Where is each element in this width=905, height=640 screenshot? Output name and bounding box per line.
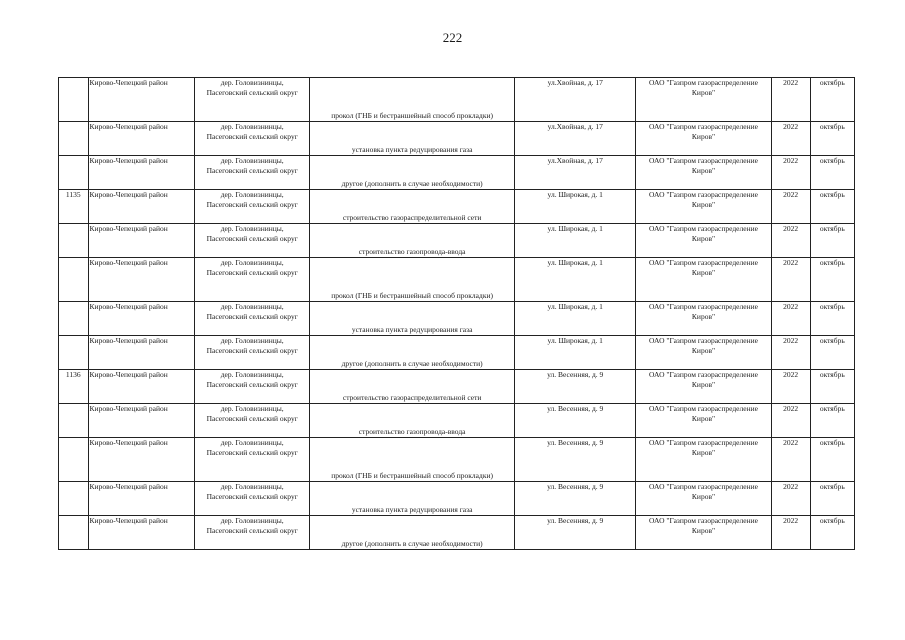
- organization-line-1: ОАО "Газпром газораспределение: [649, 190, 758, 199]
- cell-number: [59, 224, 89, 258]
- cell-work-type: прокол (ГНБ и бестраншейный способ прокладки): [310, 78, 515, 122]
- cell-address: ул. Широкая, д. 1: [515, 190, 636, 224]
- organization-line-1: ОАО "Газпром газораспределение: [649, 156, 758, 165]
- cell-year: 2022: [771, 224, 810, 258]
- organization-line-1: ОАО "Газпром газораспределение: [649, 482, 758, 491]
- locality-line-2: Пасеговский сельский округ: [206, 268, 298, 277]
- cell-month: октябрь: [810, 336, 854, 370]
- organization-line-1: ОАО "Газпром газораспределение: [649, 224, 758, 233]
- table-row: [59, 258, 855, 302]
- locality-line-2: Пасеговский сельский округ: [206, 448, 298, 457]
- cell-year: 2022: [771, 370, 810, 404]
- cell-organization: [636, 482, 771, 516]
- cell-address: ул. Широкая, д. 1: [515, 258, 636, 302]
- organization-line-2: Киров": [691, 492, 716, 501]
- cell-month: октябрь: [810, 516, 854, 550]
- cell-locality: [195, 302, 310, 336]
- cell-number: 1135: [59, 190, 89, 224]
- cell-month: октябрь: [810, 438, 854, 482]
- table-row: [59, 438, 855, 482]
- cell-number: [59, 516, 89, 550]
- organization-line-2: Киров": [691, 234, 716, 243]
- organization-line-1: ОАО "Газпром газораспределение: [649, 258, 758, 267]
- cell-work-type: прокол (ГНБ и бестраншейный способ прокладки): [310, 438, 515, 482]
- cell-number: [59, 258, 89, 302]
- cell-number: 1136: [59, 370, 89, 404]
- cell-address: ул. Широкая, д. 1: [515, 336, 636, 370]
- table-row: [59, 370, 855, 404]
- cell-work-type: установка пункта редуцирования газа: [310, 122, 515, 156]
- cell-district: Кирово-Чепецкий район: [88, 224, 195, 258]
- cell-organization: [636, 78, 771, 122]
- organization-line-2: Киров": [691, 166, 716, 175]
- cell-number: [59, 404, 89, 438]
- cell-month: октябрь: [810, 122, 854, 156]
- organization-line-2: Киров": [691, 312, 716, 321]
- locality-line-1: дер. Головизнинцы,: [220, 404, 284, 413]
- locality-line-2: Пасеговский сельский округ: [206, 88, 298, 97]
- works-table: [58, 77, 855, 550]
- organization-line-2: Киров": [691, 132, 716, 141]
- locality-line-2: Пасеговский сельский округ: [206, 492, 298, 501]
- locality-line-2: Пасеговский сельский округ: [206, 166, 298, 175]
- cell-year: 2022: [771, 302, 810, 336]
- cell-district: Кирово-Чепецкий район: [88, 370, 195, 404]
- cell-address: ул. Широкая, д. 1: [515, 224, 636, 258]
- locality-line-2: Пасеговский сельский округ: [206, 526, 298, 535]
- cell-year: 2022: [771, 78, 810, 122]
- table-row: [59, 156, 855, 190]
- locality-line-1: дер. Головизнинцы,: [220, 224, 284, 233]
- cell-locality: [195, 122, 310, 156]
- cell-work-type: строительство газопровода-ввода: [310, 224, 515, 258]
- cell-work-type: другое (дополнить в случае необходимости): [310, 336, 515, 370]
- locality-line-1: дер. Головизнинцы,: [220, 370, 284, 379]
- cell-year: 2022: [771, 190, 810, 224]
- organization-line-2: Киров": [691, 380, 716, 389]
- locality-line-1: дер. Головизнинцы,: [220, 482, 284, 491]
- cell-address: ул. Весенняя, д. 9: [515, 438, 636, 482]
- organization-line-2: Киров": [691, 414, 716, 423]
- cell-month: октябрь: [810, 156, 854, 190]
- cell-address: ул. Весенняя, д. 9: [515, 370, 636, 404]
- organization-line-2: Киров": [691, 88, 716, 97]
- cell-locality: [195, 258, 310, 302]
- table-row: [59, 122, 855, 156]
- table-row: [59, 190, 855, 224]
- locality-line-1: дер. Головизнинцы,: [220, 302, 284, 311]
- organization-line-2: Киров": [691, 526, 716, 535]
- cell-organization: [636, 336, 771, 370]
- table-body: [59, 78, 855, 550]
- cell-locality: [195, 78, 310, 122]
- locality-line-2: Пасеговский сельский округ: [206, 312, 298, 321]
- cell-organization: [636, 302, 771, 336]
- cell-work-type: прокол (ГНБ и бестраншейный способ прокладки): [310, 258, 515, 302]
- locality-line-1: дер. Головизнинцы,: [220, 78, 284, 87]
- organization-line-1: ОАО "Газпром газораспределение: [649, 336, 758, 345]
- organization-line-2: Киров": [691, 448, 716, 457]
- table-row: [59, 78, 855, 122]
- cell-year: 2022: [771, 336, 810, 370]
- table-row: [59, 404, 855, 438]
- cell-organization: [636, 258, 771, 302]
- cell-work-type: установка пункта редуцирования газа: [310, 482, 515, 516]
- locality-line-2: Пасеговский сельский округ: [206, 414, 298, 423]
- cell-work-type: строительство газораспределительной сети: [310, 370, 515, 404]
- organization-line-2: Киров": [691, 200, 716, 209]
- cell-month: октябрь: [810, 190, 854, 224]
- cell-month: октябрь: [810, 258, 854, 302]
- cell-locality: [195, 224, 310, 258]
- cell-district: Кирово-Чепецкий район: [88, 438, 195, 482]
- cell-locality: [195, 516, 310, 550]
- cell-work-type: строительство газораспределительной сети: [310, 190, 515, 224]
- cell-year: 2022: [771, 404, 810, 438]
- organization-line-1: ОАО "Газпром газораспределение: [649, 438, 758, 447]
- cell-month: октябрь: [810, 78, 854, 122]
- locality-line-2: Пасеговский сельский округ: [206, 234, 298, 243]
- organization-line-1: ОАО "Газпром газораспределение: [649, 370, 758, 379]
- cell-work-type: установка пункта редуцирования газа: [310, 302, 515, 336]
- cell-organization: [636, 404, 771, 438]
- cell-work-type: другое (дополнить в случае необходимости): [310, 156, 515, 190]
- cell-month: октябрь: [810, 302, 854, 336]
- locality-line-2: Пасеговский сельский округ: [206, 346, 298, 355]
- table-row: [59, 336, 855, 370]
- organization-line-1: ОАО "Газпром газораспределение: [649, 516, 758, 525]
- page-number: 222: [442, 30, 463, 45]
- cell-district: Кирово-Чепецкий район: [88, 404, 195, 438]
- cell-district: Кирово-Чепецкий район: [88, 302, 195, 336]
- cell-year: 2022: [771, 516, 810, 550]
- organization-line-1: ОАО "Газпром газораспределение: [649, 122, 758, 131]
- cell-month: октябрь: [810, 404, 854, 438]
- cell-year: 2022: [771, 122, 810, 156]
- cell-number: [59, 78, 89, 122]
- cell-organization: [636, 516, 771, 550]
- cell-address: ул. Весенняя, д. 9: [515, 404, 636, 438]
- cell-address: ул.Хвойная, д. 17: [515, 78, 636, 122]
- cell-district: Кирово-Чепецкий район: [88, 258, 195, 302]
- cell-address: ул. Весенняя, д. 9: [515, 516, 636, 550]
- cell-year: 2022: [771, 258, 810, 302]
- cell-locality: [195, 336, 310, 370]
- cell-organization: [636, 438, 771, 482]
- table-row: [59, 482, 855, 516]
- cell-organization: [636, 122, 771, 156]
- cell-organization: [636, 190, 771, 224]
- locality-line-1: дер. Головизнинцы,: [220, 516, 284, 525]
- table-row: [59, 302, 855, 336]
- locality-line-1: дер. Головизнинцы,: [220, 336, 284, 345]
- locality-line-1: дер. Головизнинцы,: [220, 122, 284, 131]
- cell-year: 2022: [771, 482, 810, 516]
- cell-work-type: другое (дополнить в случае необходимости): [310, 516, 515, 550]
- cell-organization: [636, 370, 771, 404]
- locality-line-2: Пасеговский сельский округ: [206, 132, 298, 141]
- cell-work-type: строительство газопровода-ввода: [310, 404, 515, 438]
- cell-address: ул.Хвойная, д. 17: [515, 156, 636, 190]
- table-row: [59, 224, 855, 258]
- cell-district: Кирово-Чепецкий район: [88, 190, 195, 224]
- cell-year: 2022: [771, 156, 810, 190]
- cell-locality: [195, 438, 310, 482]
- cell-district: Кирово-Чепецкий район: [88, 122, 195, 156]
- cell-organization: [636, 156, 771, 190]
- organization-line-2: Киров": [691, 346, 716, 355]
- cell-month: октябрь: [810, 482, 854, 516]
- cell-locality: [195, 404, 310, 438]
- cell-locality: [195, 482, 310, 516]
- cell-locality: [195, 370, 310, 404]
- cell-number: [59, 438, 89, 482]
- locality-line-1: дер. Головизнинцы,: [220, 156, 284, 165]
- cell-month: октябрь: [810, 224, 854, 258]
- locality-line-1: дер. Головизнинцы,: [220, 438, 284, 447]
- cell-district: Кирово-Чепецкий район: [88, 78, 195, 122]
- locality-line-1: дер. Головизнинцы,: [220, 190, 284, 199]
- cell-month: октябрь: [810, 370, 854, 404]
- cell-number: [59, 482, 89, 516]
- locality-line-2: Пасеговский сельский округ: [206, 380, 298, 389]
- locality-line-1: дер. Головизнинцы,: [220, 258, 284, 267]
- organization-line-1: ОАО "Газпром газораспределение: [649, 302, 758, 311]
- cell-number: [59, 122, 89, 156]
- cell-district: Кирово-Чепецкий район: [88, 482, 195, 516]
- cell-number: [59, 336, 89, 370]
- cell-address: ул.Хвойная, д. 17: [515, 122, 636, 156]
- organization-line-1: ОАО "Газпром газораспределение: [649, 78, 758, 87]
- cell-district: Кирово-Чепецкий район: [88, 156, 195, 190]
- cell-organization: [636, 224, 771, 258]
- organization-line-1: ОАО "Газпром газораспределение: [649, 404, 758, 413]
- cell-address: ул. Широкая, д. 1: [515, 302, 636, 336]
- organization-line-2: Киров": [691, 268, 716, 277]
- cell-district: Кирово-Чепецкий район: [88, 336, 195, 370]
- locality-line-2: Пасеговский сельский округ: [206, 200, 298, 209]
- cell-year: 2022: [771, 438, 810, 482]
- cell-number: [59, 302, 89, 336]
- cell-address: ул. Весенняя, д. 9: [515, 482, 636, 516]
- cell-number: [59, 156, 89, 190]
- cell-locality: [195, 190, 310, 224]
- table-row: [59, 516, 855, 550]
- cell-district: Кирово-Чепецкий район: [88, 516, 195, 550]
- cell-locality: [195, 156, 310, 190]
